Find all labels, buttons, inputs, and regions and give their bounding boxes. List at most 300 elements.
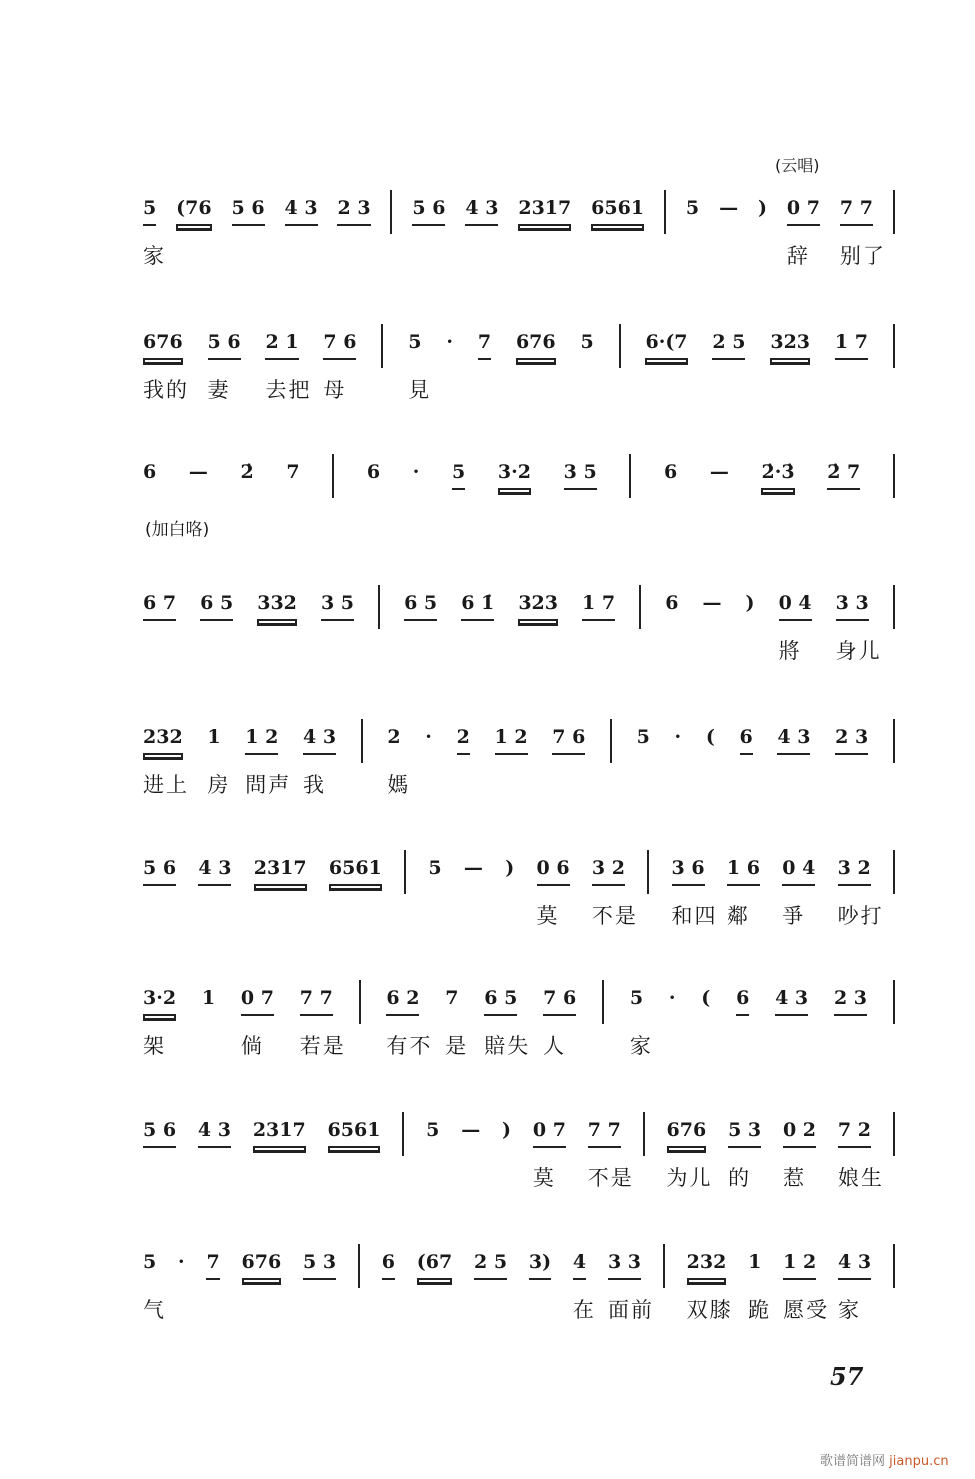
score-line [143, 856, 895, 928]
score-line [143, 330, 895, 402]
note-text: 1 [748, 1251, 762, 1273]
note-group [726, 856, 760, 928]
lyric: 的 [728, 1166, 752, 1190]
note-text: 676 [241, 1251, 282, 1273]
note-group [498, 460, 531, 490]
barline [402, 1112, 404, 1156]
note-group [386, 986, 433, 1058]
note-text: 5 6 [143, 1119, 177, 1141]
barline [893, 324, 895, 368]
note-group [457, 725, 470, 755]
lyric: 别了 [839, 244, 886, 268]
note-group [232, 196, 265, 226]
note-group [686, 1250, 733, 1322]
note-group [143, 591, 176, 621]
note-text: 3 2 [591, 857, 625, 879]
note-group [671, 856, 718, 928]
note-group [835, 591, 882, 663]
note-text: — [719, 197, 739, 219]
barline [390, 190, 392, 234]
barline [639, 585, 641, 629]
note-text: 4 3 [198, 857, 232, 879]
note-group [666, 1118, 713, 1190]
note-group [746, 591, 755, 619]
lyric: 爭 [782, 904, 806, 928]
note-group [143, 856, 176, 886]
barline [893, 190, 895, 234]
note-group [518, 196, 571, 226]
note-text: 4 [572, 1251, 587, 1273]
note-text: 6 5 [404, 592, 438, 614]
note-text: 3 2 [837, 857, 871, 879]
note-group [387, 725, 411, 797]
note-group [425, 725, 432, 753]
note-text: 676 [515, 331, 556, 353]
note-group [706, 725, 715, 753]
note-group [265, 330, 312, 402]
note-group [629, 986, 653, 1058]
note-text: 2317 [518, 197, 572, 219]
note-group [669, 986, 676, 1014]
barline [893, 454, 895, 498]
note-text: 2 5 [474, 1251, 508, 1273]
note-text: ) [505, 857, 515, 879]
note-text: 3·2 [143, 987, 177, 1009]
note-group [543, 986, 577, 1058]
barline [378, 585, 380, 629]
note-group [761, 460, 794, 490]
lyric: 为儿 [666, 1166, 713, 1190]
note-group [782, 856, 816, 928]
note-group [143, 196, 166, 268]
note-text: 6 2 [386, 987, 420, 1009]
note-group [839, 196, 886, 268]
note-group [241, 460, 254, 488]
note-group [428, 856, 441, 884]
note-text: — [702, 592, 722, 614]
note-text: 0 6 [536, 857, 570, 879]
note-group [838, 1250, 872, 1322]
note-text: 3 5 [320, 592, 354, 614]
note-text: 5 6 [143, 857, 177, 879]
note-group [552, 725, 585, 755]
note-group [404, 591, 437, 621]
lyric: 惹 [782, 1166, 806, 1190]
barline [893, 980, 895, 1024]
note-group [207, 330, 241, 402]
note-group [189, 460, 208, 488]
note-text: 1 6 [726, 857, 760, 879]
note-text: 232 [143, 726, 183, 748]
barline [361, 719, 363, 763]
note-group [240, 986, 274, 1058]
barline [610, 719, 612, 763]
note-group [328, 1118, 381, 1148]
note-text: 4 3 [838, 1251, 872, 1273]
lyric: 不是 [591, 904, 638, 928]
note-group [323, 330, 357, 402]
note-group [329, 856, 382, 886]
note-group [143, 986, 177, 1058]
note-group [207, 725, 231, 797]
barline [629, 454, 631, 498]
note-group [701, 986, 710, 1014]
note-group [782, 1118, 817, 1190]
note-group [285, 196, 318, 226]
note-text: · [178, 1251, 185, 1273]
note-text: 1 7 [834, 331, 868, 353]
note-group [665, 591, 678, 619]
note-group [200, 591, 233, 621]
note-text: 6 [143, 461, 157, 483]
note-group [461, 1118, 480, 1146]
note-group [591, 196, 644, 226]
note-group [835, 330, 868, 360]
note-group [719, 196, 738, 224]
note-group [202, 986, 215, 1014]
watermark-cn: 歌谱简谱网 [820, 1454, 886, 1469]
lyric: 辞 [786, 244, 810, 268]
note-text: 2̇·3̇ [761, 461, 795, 483]
note-text: 676 [666, 1119, 707, 1141]
note-text: 7 [445, 987, 459, 1009]
note-text: · [425, 726, 432, 748]
note-group [321, 591, 354, 621]
note-text: 323 [770, 331, 811, 353]
note-group [478, 330, 491, 360]
note-group [426, 1118, 439, 1146]
lyric: 若是 [299, 1034, 346, 1058]
note-text: 4 3 [775, 987, 809, 1009]
lyric: 將 [778, 639, 802, 663]
note-group [740, 725, 753, 755]
lyric: 气 [143, 1298, 166, 1322]
note-text: 7 2 [837, 1119, 871, 1141]
note-group [143, 725, 189, 797]
note-text: 5 [143, 197, 157, 219]
barline [663, 1244, 665, 1288]
note-group [474, 1250, 507, 1280]
note-text: 3·2 [497, 461, 531, 483]
note-text: 2̇ [240, 461, 254, 483]
note-text: 4 3 [777, 726, 811, 748]
note-group [143, 330, 189, 402]
barline [602, 980, 604, 1024]
note-text: 6 [736, 987, 750, 1009]
lyric: 媽 [387, 773, 411, 797]
lyric: 我的 [143, 378, 189, 402]
note-text: 5 6 [207, 331, 241, 353]
page-number: 57 [830, 1362, 864, 1391]
score-line [143, 1250, 895, 1322]
lyric: 和四 [671, 904, 718, 928]
note-group [143, 1250, 166, 1322]
note-text: 1 2 [783, 1251, 817, 1273]
note-group [532, 1118, 566, 1190]
note-group [176, 196, 211, 226]
note-text: 6 [665, 592, 679, 614]
barline [332, 454, 334, 498]
lyric: 娘生 [837, 1166, 884, 1190]
note-text: 232 [686, 1251, 727, 1273]
note-text: 2317 [252, 1119, 306, 1141]
note-text: 5 6 [231, 197, 265, 219]
note-text: 5 [426, 1119, 440, 1141]
note-text: 4 3 [284, 197, 318, 219]
note-group [736, 986, 749, 1016]
note-text: 6561 [328, 857, 382, 879]
note-text: ( [701, 987, 711, 1009]
note-text: 1 2 [494, 726, 528, 748]
note-group [452, 460, 465, 490]
note-group [582, 591, 615, 621]
note-group [413, 460, 420, 488]
score-line [143, 725, 895, 797]
note-group [834, 986, 867, 1016]
note-text: 2 [456, 726, 470, 748]
note-text: 6 [381, 1251, 395, 1273]
note-group [299, 986, 346, 1058]
note-text: — [709, 461, 729, 483]
note-group [242, 1250, 282, 1280]
note-text: 5 [636, 726, 650, 748]
note-group [257, 591, 297, 621]
note-group [786, 196, 820, 268]
lyric: 面前 [607, 1298, 654, 1322]
note-text: 323 [518, 592, 558, 614]
note-group [337, 196, 370, 226]
note-text: 6 5 [200, 592, 234, 614]
note-group [775, 986, 808, 1016]
note-text: 2 3 [337, 197, 371, 219]
lyric: 家 [629, 1034, 653, 1058]
note-group [417, 1250, 452, 1280]
lyric: 愿受 [783, 1298, 830, 1322]
note-text: 332 [257, 592, 297, 614]
lyric: 母 [323, 378, 347, 402]
note-text: 3 3 [835, 592, 869, 614]
note-text: 1 7 [582, 592, 616, 614]
lyric: 跪 [748, 1298, 772, 1322]
score-line [143, 460, 895, 520]
note-group [748, 1250, 772, 1322]
note-group [286, 460, 299, 488]
note-group [254, 856, 307, 886]
watermark [820, 1450, 949, 1469]
note-text: 3 5 [563, 461, 597, 483]
lyric: 不是 [587, 1166, 634, 1190]
lyric: 賠失 [484, 1034, 531, 1058]
note-group [835, 725, 868, 755]
lyric: 妻 [207, 378, 231, 402]
barline [619, 324, 621, 368]
lyric: 架 [143, 1034, 166, 1058]
note-text: — [463, 857, 483, 879]
note-group [581, 330, 594, 358]
lyric: 去把 [265, 378, 312, 402]
note-text: 7 6 [543, 987, 577, 1009]
note-group [495, 725, 528, 755]
note-text: 7 7 [587, 1119, 621, 1141]
note-group [637, 725, 650, 753]
note-text: 2317 [253, 857, 307, 879]
note-group [461, 591, 494, 621]
note-group [198, 1118, 231, 1148]
note-group [143, 460, 156, 488]
note-text: 6·(7 [645, 331, 688, 353]
note-text: 5 [685, 197, 700, 219]
note-group [253, 1118, 306, 1148]
note-text: 6 [366, 461, 381, 483]
singing-annotation: (云唱) [775, 156, 820, 175]
note-text: 2 [387, 726, 401, 748]
note-group [710, 460, 729, 488]
lyric: 是 [445, 1034, 469, 1058]
note-text: 2 3 [835, 726, 869, 748]
lyric: 鄰 [726, 904, 750, 928]
note-group [382, 1250, 395, 1280]
barline [664, 190, 666, 234]
lyric: 見 [408, 378, 432, 402]
note-text: 3 3 [607, 1251, 642, 1273]
note-group [412, 196, 445, 226]
note-group [728, 1118, 762, 1190]
note-text: (76 [176, 197, 212, 219]
note-text: 0 4 [782, 857, 816, 879]
note-group [445, 986, 469, 1058]
note-group [143, 1118, 176, 1148]
note-group [591, 856, 638, 928]
barline [359, 980, 361, 1024]
note-text: 2 5 [712, 331, 746, 353]
note-text: 7 [477, 331, 492, 353]
lyric: 人 [543, 1034, 567, 1058]
note-text: ( [705, 726, 715, 748]
note-group [367, 460, 380, 488]
note-group [837, 1118, 884, 1190]
note-text: 5 [580, 331, 594, 353]
score-line [143, 986, 895, 1058]
note-group [465, 196, 498, 226]
note-text: 0 7 [240, 987, 274, 1009]
note-text: 4 3 [197, 1119, 231, 1141]
note-text: ) [745, 592, 755, 614]
note-text: 7 6 [323, 331, 357, 353]
score-line [143, 196, 895, 268]
lyric: 双膝 [686, 1298, 733, 1322]
note-group [446, 330, 453, 358]
note-group [303, 1250, 336, 1280]
note-text: 6561 [591, 197, 645, 219]
note-group [505, 856, 514, 884]
lyric: 莫 [536, 904, 560, 928]
spoken-annotation: (加白咯) [145, 520, 210, 540]
lyric: 家 [143, 244, 166, 268]
note-text: 0 4 [778, 592, 812, 614]
note-text: 2 3 [833, 987, 868, 1009]
barline [358, 1244, 360, 1288]
note-group [837, 856, 884, 928]
note-group [686, 196, 699, 224]
note-text: (67 [416, 1251, 453, 1273]
note-group [675, 725, 682, 753]
barline [647, 850, 649, 894]
note-group [783, 1250, 830, 1322]
lyric: 問声 [245, 773, 292, 797]
note-group [484, 986, 531, 1058]
note-text: ) [502, 1119, 512, 1141]
lyric: 身儿 [835, 639, 882, 663]
barline [893, 850, 895, 894]
note-group [827, 460, 860, 490]
lyric: 有不 [386, 1034, 433, 1058]
note-text: ) [757, 197, 767, 219]
note-text: 6 5 [484, 987, 518, 1009]
note-group [516, 330, 556, 360]
note-group [587, 1118, 634, 1190]
note-group [778, 591, 812, 663]
note-group [518, 591, 558, 621]
note-text: · [674, 726, 682, 748]
note-text: 7 [286, 461, 300, 483]
note-group [564, 460, 597, 490]
note-text: 7 [206, 1251, 220, 1273]
note-group [572, 1250, 596, 1322]
barline [893, 585, 895, 629]
barline [404, 850, 406, 894]
note-group [408, 330, 432, 402]
note-text: — [188, 461, 208, 483]
score-line [143, 1118, 895, 1190]
watermark-url: jianpu.cn [889, 1454, 949, 1469]
note-group [664, 460, 677, 488]
note-text: 5 [408, 331, 422, 353]
note-group [607, 1250, 654, 1322]
note-text: 5 [428, 857, 442, 879]
note-text: 7 7 [839, 197, 873, 219]
note-text: 1 [207, 726, 221, 748]
note-text: · [668, 987, 676, 1009]
note-text: 1 2 [245, 726, 279, 748]
note-group [206, 1250, 219, 1280]
note-text: 2 1 [265, 331, 299, 353]
note-text: — [461, 1119, 481, 1141]
note-text: 6 [739, 726, 753, 748]
note-text: 5 6 [412, 197, 446, 219]
note-text: 5 3 [303, 1251, 337, 1273]
note-group [502, 1118, 511, 1146]
note-text: 0 2 [782, 1119, 817, 1141]
note-text: 7 7 [299, 987, 333, 1009]
note-text: 1 [201, 987, 216, 1009]
note-group [198, 856, 231, 886]
note-group [777, 725, 810, 755]
note-text: 0 7 [786, 197, 820, 219]
note-text: 7 6 [552, 726, 586, 748]
note-text: 6561 [327, 1119, 381, 1141]
note-group [712, 330, 745, 360]
note-group [529, 1250, 551, 1280]
barline [893, 719, 895, 763]
lyric: 进上 [143, 773, 189, 797]
note-text: 6 1̇ [461, 592, 495, 614]
note-group [702, 591, 721, 619]
note-text: 676 [143, 331, 183, 353]
note-text: 2̇ 7 [827, 461, 861, 483]
lyric: 家 [838, 1298, 862, 1322]
note-text: 5 [629, 987, 644, 1009]
note-text: 3 6 [671, 857, 705, 879]
